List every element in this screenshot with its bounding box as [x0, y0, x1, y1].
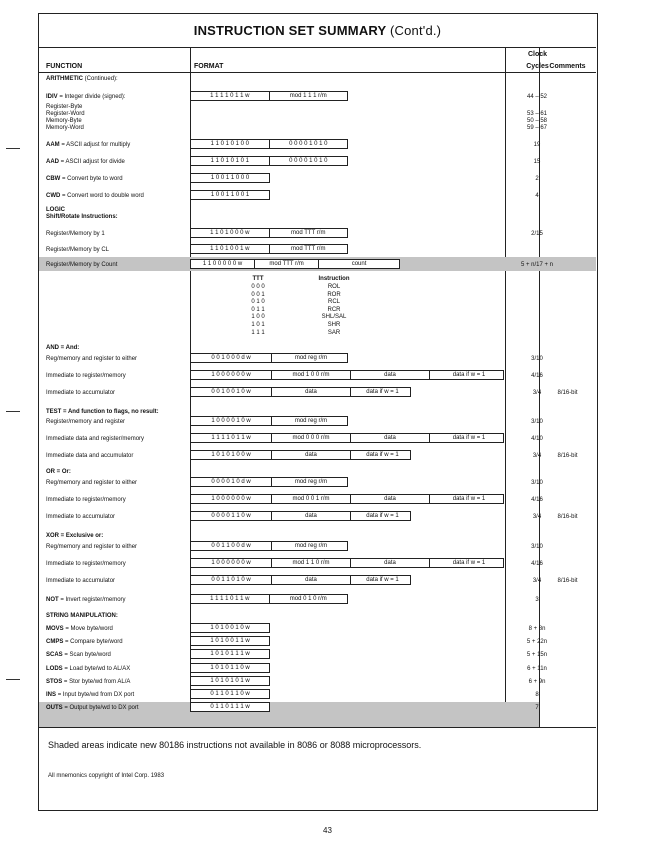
format-byte: 1 1 1 1 0 1 1 w — [191, 595, 270, 603]
section-test: TEST = And function to flags, no result: — [46, 409, 159, 415]
or_rows-format — [190, 477, 348, 487]
ttt-code: 0 1 1 — [251, 306, 265, 313]
and_rows-format — [190, 353, 348, 363]
format-byte: data if w = 1 — [452, 435, 486, 441]
xor_rows-comment: 8/16-bit — [557, 578, 578, 584]
ttt-code: 1 1 1 — [251, 329, 265, 336]
or_rows-format — [190, 511, 411, 521]
string-format — [190, 702, 270, 712]
format-byte: data if w = 1 — [452, 372, 486, 378]
string-format — [190, 689, 270, 699]
string-name: LODS — [46, 665, 63, 672]
or_rows-format — [190, 494, 504, 504]
format-byte: data — [272, 451, 351, 459]
cbw-function — [46, 175, 123, 183]
string-format — [190, 676, 270, 686]
section-and: AND = And: — [46, 345, 80, 351]
ttt-instruction: SAR — [327, 329, 341, 336]
format-byte: data if w = 1 — [366, 389, 399, 395]
format-byte: mod TTT r/m — [291, 246, 326, 252]
test_rows-cycles: 4/10 — [531, 436, 543, 442]
and_rows-comment: 8/16-bit — [557, 390, 578, 396]
and_rows-cycles: 4/16 — [531, 373, 543, 379]
format-byte: 1 0 0 0 0 0 0 w — [191, 495, 272, 503]
header-comments: Comments — [549, 63, 586, 70]
format-byte: 0 0 0 0 1 1 0 w — [191, 512, 272, 520]
format-byte: 1 0 1 0 1 1 0 w — [210, 664, 250, 671]
header-function: FUNCTION — [46, 63, 83, 70]
format-byte: 1 0 1 0 1 0 1 w — [210, 677, 250, 684]
format-byte: 1 0 0 1 1 0 0 0 — [210, 175, 250, 181]
format-byte: data — [351, 371, 430, 379]
not-name: NOT — [46, 597, 59, 603]
shift-row-2-desc: Register/Memory by Count — [46, 262, 118, 268]
format-byte: mod reg r/m — [294, 355, 328, 361]
aam-cycles: 19 — [533, 142, 541, 148]
or_rows-cycles: 4/16 — [531, 497, 543, 503]
ttt-code: 0 0 1 — [251, 291, 265, 298]
format-byte: count — [351, 261, 367, 267]
margin-mark — [6, 679, 20, 680]
format-byte: data if w = 1 — [366, 513, 399, 519]
format-byte: 1 1 1 1 0 1 1 w — [191, 92, 270, 100]
string-name: SCAS — [46, 652, 63, 659]
format-byte: 1 0 0 0 0 0 0 w — [191, 559, 272, 567]
section-shift: Shift/Rotate Instructions: — [46, 214, 118, 220]
idiv-sub-3: Memory-Word — [46, 125, 84, 131]
shift-row-1-format — [190, 244, 348, 254]
not-desc: = Invert register/memory — [60, 597, 126, 603]
section-arithmetic-label: ARITHMETIC — [46, 76, 83, 82]
format-byte: 0 0 0 0 1 0 1 0 — [289, 158, 328, 164]
header-cycles: Cycles — [526, 63, 549, 70]
string-cycles: 6 + 9n — [528, 678, 546, 685]
and_rows-format — [190, 387, 411, 397]
format-byte: 1 0 1 0 0 1 1 w — [210, 638, 250, 645]
shaded-row-outs — [39, 715, 539, 727]
string-desc: = Output byte/wd to DX port — [64, 705, 139, 712]
aad-cycles: 15 — [533, 159, 541, 165]
aad-format — [190, 156, 348, 166]
idiv-name: IDIV — [46, 94, 58, 100]
format-byte: 1 0 0 0 0 0 0 w — [191, 371, 272, 379]
format-byte: mod reg r/m — [294, 479, 328, 485]
aam-format — [190, 139, 348, 149]
shift-row-2-format — [190, 259, 400, 269]
ttt-instruction: ROL — [327, 284, 341, 290]
format-byte: mod reg r/m — [294, 418, 328, 424]
cbw-cycles: 2 — [535, 176, 539, 182]
cwd-cycles: 4 — [535, 193, 539, 199]
aad-name: AAD — [46, 159, 59, 165]
section-arithmetic — [46, 75, 118, 83]
aad-function — [46, 158, 125, 166]
idiv-function — [46, 93, 126, 101]
format-byte: 1 1 0 1 0 1 0 0 — [191, 140, 270, 148]
format-byte: mod TTT r/m — [291, 230, 326, 236]
format-byte: 0 1 1 0 1 1 1 w — [210, 704, 250, 711]
string-function — [46, 678, 130, 686]
xor_rows-format — [190, 541, 348, 551]
aad-desc: = ASCII adjust for divide — [60, 159, 125, 165]
format-byte: 1 0 0 0 0 1 0 w — [191, 417, 272, 425]
and_rows-format — [190, 370, 504, 380]
footer-copyright: All mnemonics copyright of Intel Corp. 1983 — [48, 773, 165, 779]
string-format — [190, 649, 270, 659]
ttt-header: TTT — [252, 276, 264, 282]
format-byte: data — [272, 512, 351, 520]
idiv-format — [190, 91, 348, 101]
string-name: STOS — [46, 678, 63, 685]
format-byte: mod reg r/m — [294, 543, 328, 549]
format-byte: 0 0 0 0 1 0 d w — [191, 478, 272, 486]
idiv-subcycles-1: 50 – 58 — [526, 118, 548, 124]
format-byte: data — [272, 576, 351, 584]
format-byte: data if w = 1 — [452, 496, 486, 502]
string-cycles: 8 — [535, 692, 539, 698]
string-name: MOVS — [46, 626, 64, 632]
format-byte: mod TTT r/m — [255, 260, 319, 268]
format-byte: data — [351, 495, 430, 503]
test_rows-desc: Immediate data and register/memory — [46, 436, 145, 442]
section-logic: LOGIC — [46, 207, 65, 213]
ttt-instruction: SHR — [327, 322, 341, 328]
page-number: 43 — [323, 826, 332, 835]
format-byte: 0 0 1 1 0 0 d w — [191, 542, 272, 550]
margin-mark — [6, 411, 20, 412]
cwd-format — [190, 190, 270, 200]
or_rows-cycles: 3/10 — [531, 480, 543, 486]
test_rows-cycles: 3/4 — [532, 453, 542, 459]
idiv-sub-2: Memory-Byte — [46, 118, 82, 124]
format-byte: 0 0 1 0 0 1 0 w — [191, 388, 272, 396]
string-function — [46, 691, 134, 699]
format-byte: 1 1 0 1 0 0 1 w — [191, 245, 270, 253]
header-clock: Clock — [527, 51, 548, 58]
and_rows-desc: Reg/memory and register to either — [46, 356, 138, 362]
test_rows-desc: Immediate data and accumulator — [46, 453, 134, 459]
ttt-instruction: RCL — [327, 299, 340, 306]
idiv-sub-1: Register-Word — [46, 111, 85, 117]
xor_rows-format — [190, 575, 411, 585]
ttt-code: 1 0 0 — [251, 314, 265, 321]
instruction-table — [38, 13, 598, 811]
cwd-desc: = Convert word to double word — [62, 193, 144, 199]
format-byte: 0 1 1 0 1 1 0 w — [210, 691, 250, 697]
string-desc: = Scan byte/word — [64, 652, 111, 659]
and_rows-desc: Immediate to register/memory — [46, 373, 126, 379]
idiv-subcycles-0: 53 – 61 — [526, 111, 548, 117]
instruction-header: Instruction — [318, 276, 350, 282]
ttt-instruction: SHL/SAL — [321, 314, 347, 321]
cbw-format — [190, 173, 270, 183]
format-byte: mod 0 0 1 r/m — [272, 495, 351, 503]
test_rows-format — [190, 433, 504, 443]
footer-note: Shaded areas indicate new 80186 instructions not available in 8086 or 8088 microprocessors. — [48, 740, 422, 750]
header-format: FORMAT — [194, 63, 224, 70]
format-byte: mod 1 1 1 r/m — [289, 93, 327, 99]
aam-name: AAM — [46, 142, 60, 148]
column-divider — [505, 47, 506, 727]
format-byte: 1 0 1 0 1 0 0 w — [191, 451, 272, 459]
idiv-sub-0: Register-Byte — [46, 104, 83, 110]
string-format — [190, 663, 270, 673]
test_rows-desc: Register/memory and register — [46, 419, 126, 425]
format-byte: data — [351, 559, 430, 567]
ttt-code: 0 0 0 — [251, 284, 265, 290]
format-byte: 1 1 0 1 0 0 0 w — [191, 229, 270, 237]
section-string: STRING MANIPULATION: — [46, 613, 118, 619]
format-byte: 0 0 1 1 0 1 0 w — [191, 576, 272, 584]
or_rows-desc: Immediate to accumulator — [46, 514, 116, 520]
format-byte: 1 0 0 1 1 0 0 1 — [210, 192, 250, 198]
string-desc: = Load byte/wd to AL/AX — [64, 665, 131, 672]
format-byte: mod 1 0 0 r/m — [272, 371, 351, 379]
string-function — [46, 651, 111, 659]
string-cycles: 6 + 11n — [527, 665, 547, 672]
or_rows-desc: Immediate to register/memory — [46, 497, 126, 503]
ttt-instruction: ROR — [327, 291, 341, 298]
title-main: INSTRUCTION SET SUMMARY — [193, 23, 387, 38]
aam-function — [46, 141, 130, 149]
ttt-code: 1 0 1 — [251, 322, 265, 328]
xor_rows-cycles: 4/16 — [531, 561, 543, 567]
test_rows-format — [190, 416, 348, 426]
string-cycles: 5 + 22n — [526, 639, 548, 646]
string-cycles: 7 — [535, 705, 539, 712]
and_rows-desc: Immediate to accumulator — [46, 390, 116, 396]
format-byte: 1 0 1 0 1 1 1 w — [210, 651, 250, 658]
string-format — [190, 623, 270, 633]
format-byte: mod 0 1 0 r/m — [289, 596, 327, 602]
shift-row-2-cycles: 5 + n/17 + n — [520, 262, 554, 268]
format-byte: mod 1 1 0 r/m — [272, 559, 351, 567]
string-cycles: 8 + 8n — [528, 626, 546, 632]
cwd-function — [46, 192, 144, 200]
table-bottom-rule — [39, 727, 596, 728]
or_rows-desc: Reg/memory and register to either — [46, 480, 138, 486]
or_rows-comment: 8/16-bit — [557, 514, 578, 520]
or_rows-cycles: 3/4 — [532, 514, 542, 520]
xor_rows-desc: Reg/memory and register to either — [46, 544, 138, 550]
string-name: CMPS — [46, 639, 64, 646]
string-desc: = Input byte/wd from DX port — [57, 692, 135, 698]
xor_rows-format — [190, 558, 504, 568]
shift-row-0-desc: Register/Memory by 1 — [46, 231, 105, 237]
section-xor: XOR = Exclusive or: — [46, 533, 104, 539]
idiv-desc: = Integer divide (signed): — [59, 94, 126, 100]
string-desc: = Move byte/word — [65, 626, 113, 632]
string-desc: = Compare byte/word — [65, 639, 123, 646]
section-arithmetic-cont: (Continued): — [84, 76, 118, 82]
string-name: OUTS — [46, 705, 63, 712]
ttt-code: 0 1 0 — [251, 299, 265, 306]
string-function — [46, 638, 123, 646]
title-cont: (Cont'd.) — [389, 23, 442, 38]
cbw-name: CBW — [46, 176, 61, 182]
cbw-desc: = Convert byte to word — [62, 176, 123, 182]
string-format — [190, 636, 270, 646]
string-function — [46, 625, 113, 633]
margin-mark — [6, 148, 20, 149]
test_rows-comment: 8/16-bit — [557, 453, 578, 459]
and_rows-cycles: 3/10 — [531, 356, 543, 362]
xor_rows-desc: Immediate to accumulator — [46, 578, 116, 584]
format-byte: 1 1 1 1 0 1 1 w — [191, 434, 272, 442]
header-rule — [39, 72, 596, 73]
format-byte: data if w = 1 — [366, 577, 399, 583]
string-cycles: 5 + 15n — [526, 652, 548, 659]
shift-row-0-format — [190, 228, 348, 238]
aam-desc: = ASCII adjust for multiply — [61, 142, 131, 148]
shift-row-1-desc: Register/Memory by CL — [46, 247, 110, 253]
ttt-instruction: RCR — [327, 306, 341, 313]
format-byte: 1 1 0 0 0 0 0 w — [191, 260, 255, 268]
xor_rows-cycles: 3/4 — [532, 578, 542, 584]
not-format — [190, 594, 348, 604]
format-byte: 0 0 0 0 1 0 1 0 — [289, 141, 328, 147]
format-byte: data if w = 1 — [366, 452, 399, 458]
idiv-cycles: 44 – 52 — [526, 94, 548, 100]
format-byte: mod 0 0 0 r/m — [272, 434, 351, 442]
shift-row-0-cycles: 2/15 — [531, 231, 543, 237]
string-desc: = Stor byte/wd from AL/A — [63, 678, 131, 685]
idiv-subcycles-2: 59 – 67 — [526, 125, 548, 131]
test_rows-cycles: 3/10 — [531, 419, 543, 425]
string-name: INS — [46, 692, 57, 698]
format-byte: data — [272, 388, 351, 396]
cwd-name: CWD — [46, 193, 61, 199]
not-function — [46, 596, 126, 604]
format-byte: 0 0 1 0 0 0 d w — [191, 354, 272, 362]
string-function — [46, 665, 130, 673]
format-byte: data if w = 1 — [452, 560, 486, 566]
format-byte: 1 1 0 1 0 1 0 1 — [191, 157, 270, 165]
and_rows-cycles: 3/4 — [532, 390, 542, 396]
xor_rows-cycles: 3/10 — [531, 544, 543, 550]
format-byte: 1 0 1 0 0 1 0 w — [210, 625, 250, 631]
xor_rows-desc: Immediate to register/memory — [46, 561, 126, 567]
format-byte: data — [351, 434, 430, 442]
test_rows-format — [190, 450, 411, 460]
page-title — [39, 14, 596, 48]
not-cycles: 3 — [535, 597, 539, 603]
section-or: OR = Or: — [46, 469, 71, 475]
string-function — [46, 704, 139, 712]
